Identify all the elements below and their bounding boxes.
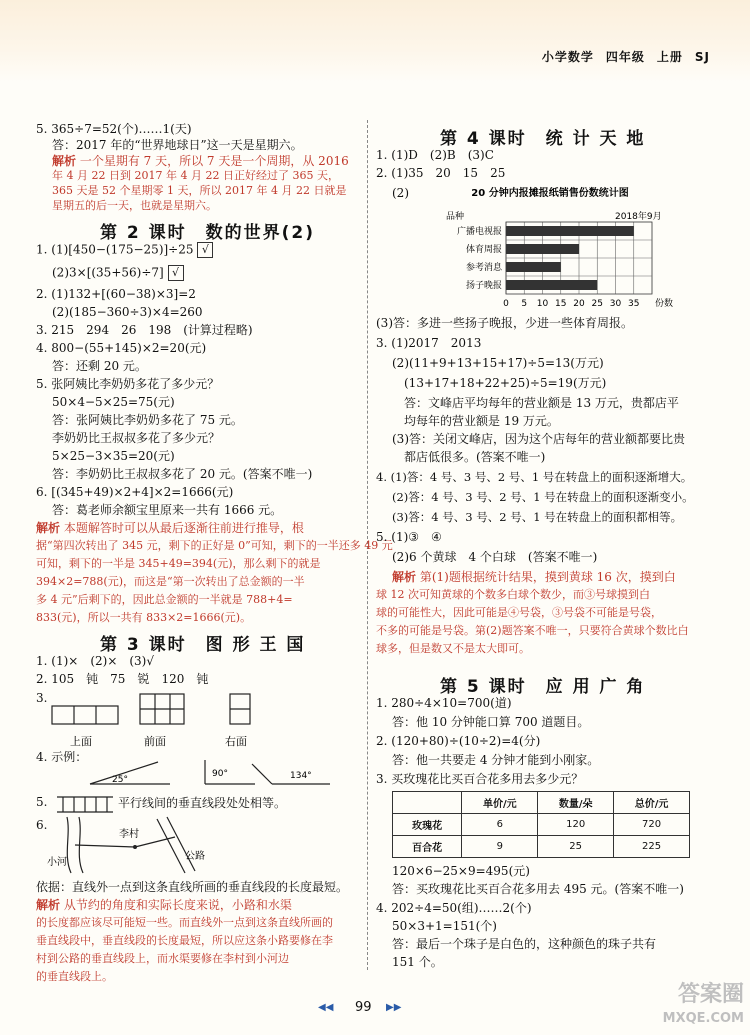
section-title: 第 2 课时 数的世界(2) (100, 223, 316, 243)
watermark-logo: 答案圈 (677, 982, 744, 1007)
chart-title: 20 分钟内报摊报纸销售份数统计图 (471, 188, 629, 199)
answer-line: 50×3+1=151(个) (392, 919, 497, 933)
analysis-text: 第(1)题根据统计结果，摸到黄球 16 次，摸到白 (419, 570, 676, 584)
answer-line: 3. 买玫瑰花比买百合花多用去多少元？ (376, 772, 584, 786)
village-point (133, 845, 137, 849)
answer-line: 5×25−3×35=20(元) (52, 449, 175, 463)
answer-line: 1. (1)× (2)× (3)√ (36, 654, 155, 668)
answer-line: 2. (1)35 20 15 25 (376, 166, 506, 180)
table-cell: 9 (462, 836, 538, 858)
answer-line: 4. 202÷4=50(组)……2(个) (376, 901, 532, 915)
chart-category-label: 广播电视报 (456, 227, 502, 237)
analysis-line (392, 570, 676, 584)
view-label: 右面 (225, 735, 247, 748)
answer-line: 4. 示例： (36, 750, 88, 764)
analysis-line (52, 154, 349, 168)
chart-tick-label: 30 (609, 299, 622, 309)
angle-label: 134° (290, 771, 312, 781)
answer-line: (2) (392, 186, 409, 200)
chart-tick-label: 15 (555, 299, 567, 309)
chart-bar (506, 280, 597, 290)
answer-line: 均每年的营业额是 19 万元。 (404, 414, 559, 428)
answer-line: 答：文峰店平均每年的营业额是 13 万元，贵都店平 (404, 396, 679, 410)
answer-line: 50×4−5×25=75(元) (52, 395, 175, 409)
table-row (393, 836, 690, 858)
prev-page-icon[interactable]: ◀◀ (318, 1002, 334, 1013)
table-cell: 225 (614, 836, 690, 858)
answer-text: (2)3×[(35+56)÷7] (52, 265, 164, 280)
river-line (67, 817, 71, 873)
table-header (393, 792, 462, 814)
page-number: 99 (355, 1000, 372, 1015)
chart-bar (506, 262, 561, 272)
table-cell: 25 (538, 836, 614, 858)
analysis-text: 的长度都应该尽可能短一些。而直线外一点到这条直线所画的 (36, 916, 333, 929)
answer-line: (2)(11+9+13+15+17)÷5=13(万元) (392, 356, 604, 370)
table-header: 数量/朵 (538, 792, 614, 814)
answer-line: 5. 张阿姨比李奶奶多花了多少元？ (36, 377, 220, 391)
chart-tick-label: 10 (536, 299, 549, 309)
chart-date: 2018年9月 (615, 212, 662, 222)
answer-line: 3. 215 294 26 198 (计算过程略) (36, 323, 253, 337)
analysis-text: 村到公路的垂直线段上，而水渠要修在李村到小河边 (36, 952, 289, 965)
answer-line: 6. (36, 818, 48, 832)
analysis-text: 不多的可能是号袋。第(2)题答案不唯一，只要符合黄球个数比白 (376, 624, 689, 637)
answer-line: 5. 365÷7=52(个)……1(天) (36, 122, 192, 136)
analysis-label: 解析 (36, 521, 61, 535)
answer-line: 答：2017 年的“世界地球日”这一天是星期六。 (52, 138, 303, 152)
answer-line: 平行线间的垂直线段处处相等。 (118, 796, 287, 810)
table-cell: 6 (462, 814, 538, 836)
analysis-text: 的垂直线段上。 (36, 970, 113, 983)
map-label: 小河 (47, 857, 67, 868)
analysis-label: 解析 (36, 898, 61, 912)
check-box: √ (168, 265, 184, 281)
analysis-text: 一个星期有 7 天，所以 7 天是一个周期，从 2016 (79, 154, 349, 168)
table-header: 单价/元 (462, 792, 538, 814)
section-title: 第 5 课时 应 用 广 角 (440, 677, 646, 697)
analysis-text: 球多，但是数又不是太大即可。 (376, 642, 530, 655)
table-cell: 120 (538, 814, 614, 836)
answer-line: 都店低很多。(答案不唯一) (404, 450, 546, 464)
section-title: 第 4 课时 统 计 天 地 (440, 129, 646, 149)
answer-line: 2. (1)132+[(60−38)×3]=2 (36, 287, 196, 301)
answer-line: 李奶奶比王叔叔多花了多少元？ (52, 431, 221, 445)
top-band (0, 0, 750, 82)
chart-x-label: 份数 (655, 299, 674, 309)
path-to-river (75, 845, 135, 847)
table-cell: 玫瑰花 (393, 814, 462, 836)
three-views-figure (40, 690, 340, 750)
answer-line: (3)答：4 号、3 号、2 号、1 号在转盘上的面积都相等。 (392, 510, 683, 524)
angle-label: 25° (112, 775, 128, 785)
analysis-text: 球的可能性大，因此可能是④号袋，③号袋不可能是号袋， (376, 606, 662, 619)
answer-line: (2)6 个黄球 4 个白球 (答案不唯一) (392, 550, 598, 564)
answer-line: 3. (1)2017 2013 (376, 336, 482, 350)
analysis-text: 垂直线段中，垂直线段的长度最短，所以应这条小路要修在李 (36, 934, 333, 947)
answer-line: 6. [(345+49)×2+4]×2=1666(元) (36, 485, 234, 499)
analysis-line (36, 521, 304, 535)
next-page-icon[interactable]: ▶▶ (386, 1002, 402, 1013)
answer-line: 答：他 10 分钟能口算 700 道题目。 (392, 715, 590, 729)
analysis-label: 解析 (392, 570, 417, 584)
map-label: 李村 (119, 829, 139, 840)
chart-tick-label: 25 (591, 299, 603, 309)
answer-line: (2)(185−360÷3)×4=260 (52, 305, 203, 319)
analysis-label: 解析 (52, 154, 77, 168)
chart-tick-label: 35 (628, 299, 640, 309)
answer-line: 3. (36, 691, 48, 705)
answer-text: 1. (1)[450−(175−25)]÷25 (36, 242, 194, 257)
analysis-text: 本题解答时可以从最后逐渐往前进行推导，根 (63, 521, 304, 535)
answer-line (52, 265, 184, 281)
answer-line: 答：他一共要走 4 分钟才能到小刚家。 (392, 753, 600, 767)
watermark (663, 983, 744, 1031)
answer-line: (2)答：4 号、3 号、2 号、1 号在转盘上的面积逐渐变小。 (392, 490, 694, 504)
chart-category-label: 扬子晚报 (465, 281, 502, 291)
answer-line: (3)答：多进一些扬子晚报，少进一些体育周报。 (376, 316, 633, 330)
answer-line: 答：买玫瑰花比买百合花多用去 495 元。(答案不唯一) (392, 882, 684, 896)
analysis-text: 据“第四次转出了 345 元，剩下的正好是 0”可知，剩下的一半还多 49 元 (36, 539, 393, 552)
header-edition: SJ (694, 50, 710, 64)
analysis-text: 可知，剩下的一半是 345+49=394(元)，那么剩下的就是 (36, 557, 321, 570)
page-header (530, 48, 710, 65)
table-header: 总价/元 (614, 792, 690, 814)
answer-line: 答：葛老师余额宝里原来一共有 1666 元。 (52, 503, 283, 517)
chart-tick-label: 0 (503, 299, 509, 309)
analysis-text: 多 4 元”后剩下的，因此总金额的一半就是 788+4= (36, 593, 293, 606)
bar-chart (420, 182, 680, 310)
answer-line (36, 242, 213, 258)
chart-bar (506, 244, 579, 254)
top-view-shape (52, 706, 118, 724)
header-volume: 上册 (656, 50, 683, 64)
answer-line: 答：张阿姨比李奶奶多花了 75 元。 (52, 413, 243, 427)
table-row (393, 814, 690, 836)
answer-line: 120×6−25×9=495(元) (392, 864, 530, 878)
answer-line: (13+17+18+22+25)÷5=19(万元) (404, 376, 607, 390)
table-cell: 720 (614, 814, 690, 836)
angle-examples-figure (40, 760, 340, 790)
answer-line: 答：李奶奶比王叔叔多花了 20 元。(答案不唯一) (52, 467, 313, 481)
answer-line: (3)答：关闭文峰店，因为这个店每年的营业额都要比贵 (392, 432, 686, 446)
analysis-text: 从节约的角度和实际长度来说，小路和水渠 (63, 898, 292, 912)
section-title: 第 3 课时 图 形 王 国 (100, 635, 306, 655)
answer-line: 1. (1)D (2)B (3)C (376, 148, 494, 162)
road-line (157, 819, 185, 873)
analysis-text: 星期五的后一天，也就是星期六。 (52, 199, 217, 212)
answer-line: 答：最后一个珠子是白色的，这种颜色的珠子共有 (392, 937, 657, 951)
parallel-lines-figure (55, 793, 115, 815)
chart-category-label: 参考消息 (465, 263, 502, 273)
analysis-text: 394×2=788(元)，而这是“第一次转出了总金额的一半 (36, 575, 305, 588)
angle-label: 90° (212, 769, 228, 779)
answer-line: 151 个。 (392, 955, 443, 969)
analysis-text: 球 12 次可知黄球的个数多白球个数少，而③号球摸到白 (376, 588, 650, 601)
header-subject: 小学数学 (541, 50, 594, 64)
chart-bar (506, 226, 634, 236)
answer-line: 答：还剩 20 元。 (52, 359, 147, 373)
table-cell: 百合花 (393, 836, 462, 858)
chart-tick-label: 5 (521, 299, 528, 309)
watermark-url: MXQE.COM (662, 1011, 744, 1026)
price-table (392, 791, 690, 858)
view-label: 上面 (70, 735, 92, 748)
analysis-text: 年 4 月 22 日到 2017 年 4 月 22 日正好经过了 365 天， (52, 169, 339, 182)
answer-line: 2. 105 钝 75 锐 120 钝 (36, 672, 209, 686)
chart-category-label: 体育周报 (465, 245, 502, 255)
analysis-text: 833(元)，所以一共有 833×2=1666(元)。 (36, 611, 252, 624)
answer-line: 4. (1)答：4 号、3 号、2 号、1 号在转盘上的面积逐渐增大。 (376, 470, 693, 484)
header-grade: 四年级 (605, 50, 645, 64)
check-box: √ (197, 242, 213, 258)
answer-line: 1. 280÷4×10=700(道) (376, 696, 512, 710)
chart-y-label: 品种 (445, 212, 464, 222)
map-label: 公路 (185, 851, 205, 862)
answer-line: 5. (1)③ ④ (376, 530, 442, 544)
analysis-text: 365 天是 52 个星期零 1 天，所以 2017 年 4 月 22 日就是 (52, 184, 347, 197)
chart-tick-label: 20 (573, 299, 585, 309)
analysis-line (36, 898, 292, 912)
answer-line: 2. (120+80)÷(10÷2)=4(分) (376, 734, 541, 748)
answer-line: 5. (36, 795, 48, 809)
answer-line: 4. 800−(55+145)×2=20(元) (36, 341, 207, 355)
answer-line: 依据：直线外一点到这条直线所画的垂直线段的长度最短。 (36, 880, 349, 894)
map-figure (45, 815, 225, 875)
view-label: 前面 (144, 735, 166, 748)
table-header-row (393, 792, 690, 814)
